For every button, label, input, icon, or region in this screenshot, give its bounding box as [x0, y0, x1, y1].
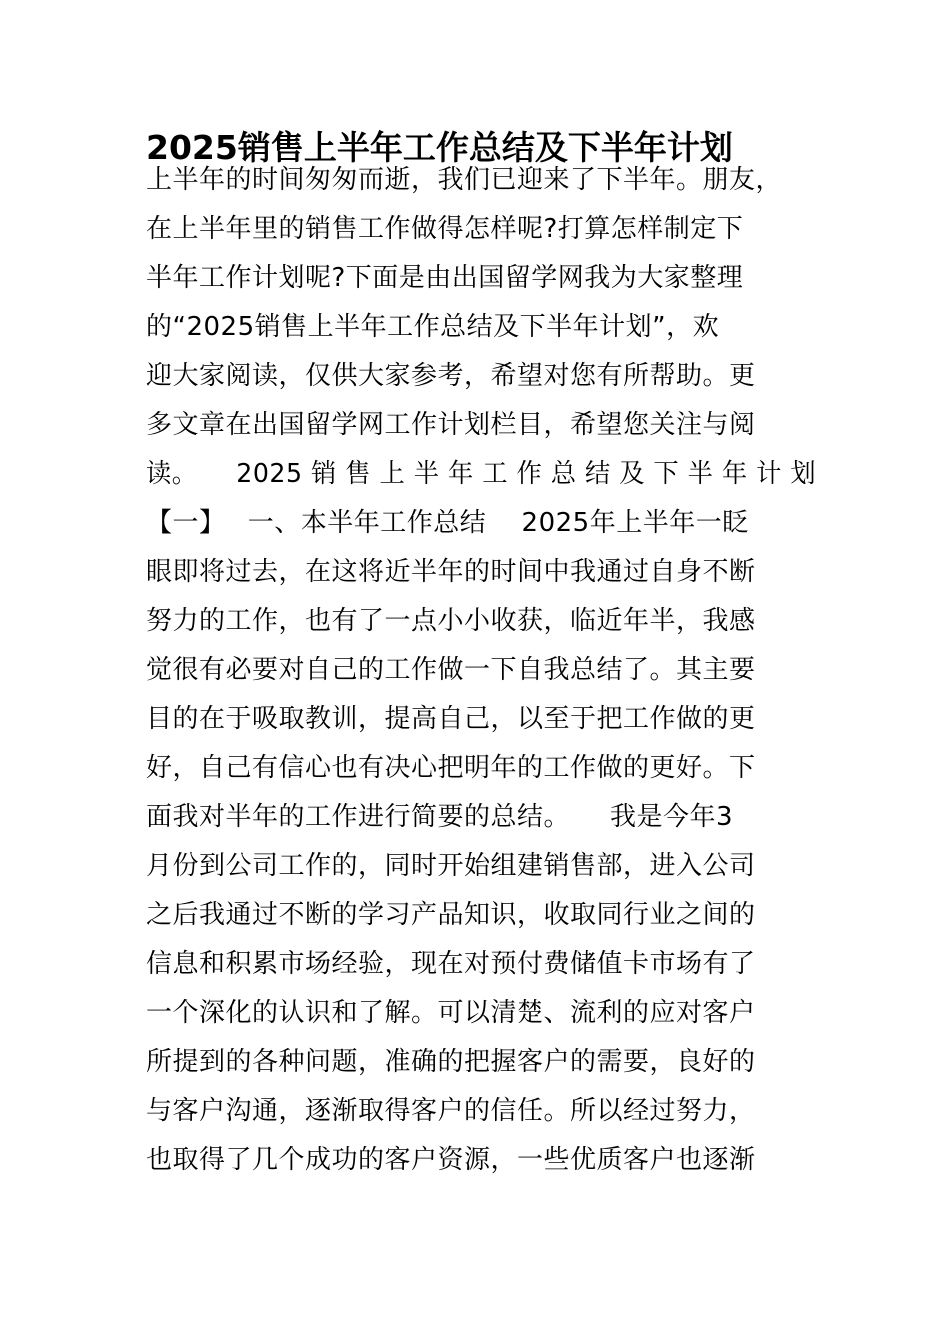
- body-line: 多文章在出国留学网工作计划栏目，希望您关注与阅: [146, 410, 756, 440]
- body-line: 也取得了几个成功的客户资源，一些优质客户也逐渐: [146, 1145, 756, 1175]
- document-title: 2025销售上半年工作总结及下半年计划: [146, 128, 733, 167]
- body-line: 信息和积累市场经验，现在对预付费储值卡市场有了: [146, 949, 756, 979]
- body-line: 所提到的各种问题，准确的把握客户的需要，良好的: [146, 1047, 756, 1077]
- body-line: 努力的工作，也有了一点小小收获，临近年半，我感: [146, 606, 756, 636]
- body-line: 【一】 一、本半年工作总结 2025年上半年一眨: [146, 508, 749, 538]
- body-line: 半年工作计划呢?下面是由出国留学网我为大家整理: [146, 263, 744, 293]
- body-line: 面我对半年的工作进行简要的总结。 我是今年3: [146, 802, 734, 832]
- body-line: 眼即将过去，在这将近半年的时间中我通过自身不断: [146, 557, 756, 587]
- body-line: 读。 2025 销 售 上 半 年 工 作 总 结 及 下 半 年 计 划: [146, 459, 817, 489]
- document-body: [146, 156, 816, 1185]
- body-line: 上半年的时间匆匆而逝，我们已迎来了下半年。朋友，: [146, 165, 783, 195]
- body-line: 的“2025销售上半年工作总结及下半年计划”，欢: [146, 312, 720, 342]
- body-line: 觉很有必要对自己的工作做一下自我总结了。其主要: [146, 655, 756, 685]
- body-line: 与客户沟通，逐渐取得客户的信任。所以经过努力，: [146, 1096, 756, 1126]
- body-line: 在上半年里的销售工作做得怎样呢?打算怎样制定下: [146, 214, 744, 244]
- body-line: 好，自己有信心也有决心把明年的工作做的更好。下: [146, 753, 756, 783]
- body-line: 目的在于吸取教训，提高自己，以至于把工作做的更: [146, 704, 756, 734]
- body-line: 一个深化的认识和了解。可以清楚、流利的应对客户: [146, 998, 756, 1028]
- body-line: 月份到公司工作的，同时开始组建销售部，进入公司: [146, 851, 756, 881]
- body-line: 之后我通过不断的学习产品知识，收取同行业之间的: [146, 900, 756, 930]
- body-line: 迎大家阅读，仅供大家参考，希望对您有所帮助。更: [146, 361, 756, 391]
